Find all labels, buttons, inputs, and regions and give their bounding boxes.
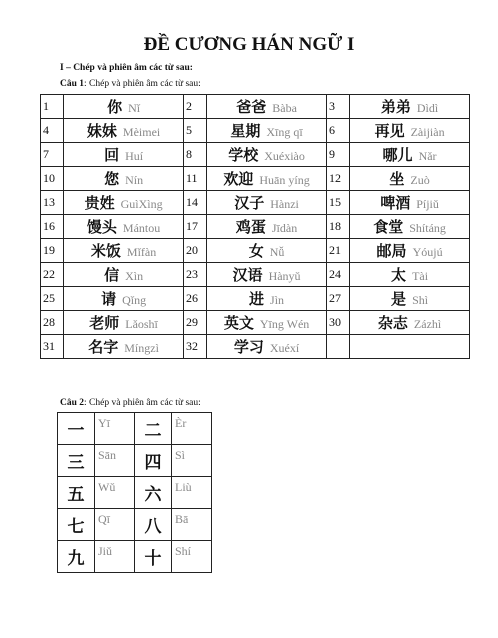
- hanzi-text: 爸爸: [236, 98, 267, 116]
- hanzi-text: 汉语: [232, 266, 263, 284]
- entry-number: 32: [183, 335, 206, 359]
- pinyin-text: Mántou: [122, 221, 161, 235]
- entry-number: 3: [326, 95, 349, 119]
- entry-word: [350, 263, 470, 287]
- question-2-heading: [60, 398, 201, 408]
- hanzi-text: 弟弟: [380, 98, 411, 116]
- hanzi-text: 妹妹: [86, 122, 117, 140]
- entry-word: [350, 335, 470, 359]
- hanzi-text: 鸡蛋: [235, 218, 266, 236]
- pinyin-text: Yīng Wén: [259, 317, 310, 331]
- pinyin-text: Jìn: [270, 293, 285, 307]
- entry-word: [207, 119, 327, 143]
- entry-number: 11: [183, 167, 206, 191]
- entry-number: 6: [326, 119, 349, 143]
- entry-word: [207, 95, 327, 119]
- entry-word: [64, 311, 184, 335]
- entry-word: [350, 311, 470, 335]
- entry-word: [207, 263, 327, 287]
- number-pinyin: Shí: [172, 541, 212, 573]
- table-row: [41, 119, 470, 143]
- pinyin-text: Nǎr: [418, 149, 437, 163]
- number-pinyin: Èr: [172, 413, 212, 445]
- entry-number: 13: [41, 191, 64, 215]
- hanzi-text: 学校: [228, 146, 259, 164]
- entry-number: [326, 335, 349, 359]
- entry-word: [207, 215, 327, 239]
- entry-word: [350, 95, 470, 119]
- number-hanzi-cell: [58, 541, 95, 573]
- number-hanzi-cell: [135, 509, 172, 541]
- entry-word: [207, 311, 327, 335]
- entry-word: [350, 167, 470, 191]
- entry-word: [350, 287, 470, 311]
- pinyin-text: Míngzì: [124, 341, 159, 355]
- pinyin-text: Qǐng: [122, 293, 147, 307]
- hanzi-text: 邮局: [376, 242, 407, 260]
- number-hanzi: 四: [144, 453, 162, 473]
- number-pinyin: Sān: [95, 445, 135, 477]
- entry-number: 9: [326, 143, 349, 167]
- hanzi-text: 女: [248, 242, 264, 260]
- number-hanzi-cell: [58, 445, 95, 477]
- entry-number: 25: [41, 287, 64, 311]
- entry-number: 24: [326, 263, 349, 287]
- pinyin-text: GuìXìng: [120, 197, 163, 211]
- question-1-heading: [60, 79, 201, 89]
- entry-word: [350, 143, 470, 167]
- entry-number: 5: [183, 119, 206, 143]
- number-hanzi: 三: [67, 453, 85, 473]
- entry-word: [64, 143, 184, 167]
- table-row: [41, 335, 470, 359]
- question-1-label: Câu 1: [60, 79, 85, 89]
- number-hanzi: 一: [67, 421, 85, 441]
- number-hanzi-cell: [135, 445, 172, 477]
- hanzi-text: 太: [391, 266, 407, 284]
- pinyin-text: Mǐfàn: [126, 245, 157, 259]
- hanzi-text: 回: [104, 146, 120, 164]
- vocabulary-table: [40, 94, 470, 359]
- entry-number: 23: [183, 263, 206, 287]
- pinyin-text: Zuò: [410, 173, 430, 187]
- hanzi-text: 贵姓: [84, 194, 115, 212]
- entry-number: 29: [183, 311, 206, 335]
- hanzi-text: 你: [107, 98, 123, 116]
- pinyin-text: Zázhì: [413, 317, 442, 331]
- entry-word: [64, 215, 184, 239]
- entry-word: [64, 239, 184, 263]
- table-row: [41, 263, 470, 287]
- pinyin-text: Píjiǔ: [416, 197, 439, 211]
- number-pinyin: Jiǔ: [95, 541, 135, 573]
- number-pinyin: Bā: [172, 509, 212, 541]
- hanzi-text: 信: [104, 266, 120, 284]
- table-row: [41, 215, 470, 239]
- question-2-text: : Chép và phiên âm các từ sau:: [84, 398, 201, 408]
- question-1-text: : Chép và phiên âm các từ sau:: [84, 79, 201, 89]
- entry-number: 1: [41, 95, 64, 119]
- table-row: [58, 541, 212, 573]
- pinyin-text: Nín: [125, 173, 144, 187]
- entry-word: [207, 335, 327, 359]
- entry-number: 30: [326, 311, 349, 335]
- pinyin-text: Shì: [412, 293, 429, 307]
- number-pinyin: Qī: [95, 509, 135, 541]
- entry-number: 7: [41, 143, 64, 167]
- entry-word: [350, 119, 470, 143]
- entry-word: [64, 287, 184, 311]
- number-hanzi-cell: [58, 509, 95, 541]
- entry-number: 16: [41, 215, 64, 239]
- hanzi-text: 汉子: [234, 194, 265, 212]
- pinyin-text: Lǎoshī: [125, 317, 158, 331]
- hanzi-text: 老师: [89, 314, 120, 332]
- table-row: [58, 445, 212, 477]
- number-hanzi: 六: [144, 485, 162, 505]
- pinyin-text: Tài: [412, 269, 429, 283]
- pinyin-text: Hànyǔ: [268, 269, 301, 283]
- section-heading: I – Chép và phiên âm các từ sau:: [60, 63, 193, 73]
- pinyin-text: Hànzi: [270, 197, 299, 211]
- entry-number: 14: [183, 191, 206, 215]
- pinyin-text: Huí: [125, 149, 144, 163]
- pinyin-text: Shítáng: [409, 221, 446, 235]
- number-pinyin: Liù: [172, 477, 212, 509]
- table-row: [58, 413, 212, 445]
- pinyin-text: Xuéxiào: [264, 149, 305, 163]
- entry-number: 10: [41, 167, 64, 191]
- entry-word: [207, 191, 327, 215]
- hanzi-text: 英文: [223, 314, 254, 332]
- entry-word: [207, 287, 327, 311]
- hanzi-text: 欢迎: [223, 170, 254, 188]
- entry-word: [207, 239, 327, 263]
- entry-word: [64, 263, 184, 287]
- entry-word: [350, 239, 470, 263]
- number-hanzi-cell: [135, 541, 172, 573]
- hanzi-text: 请: [101, 290, 117, 308]
- entry-number: 22: [41, 263, 64, 287]
- number-hanzi-cell: [58, 477, 95, 509]
- table-row: [41, 95, 470, 119]
- table-row: [41, 287, 470, 311]
- entry-number: 28: [41, 311, 64, 335]
- entry-number: 31: [41, 335, 64, 359]
- entry-number: 19: [41, 239, 64, 263]
- hanzi-text: 名字: [88, 338, 119, 356]
- pinyin-text: Xuéxí: [269, 341, 300, 355]
- hanzi-text: 坐: [389, 170, 405, 188]
- pinyin-text: Dìdì: [416, 101, 439, 115]
- hanzi-text: 进: [249, 290, 265, 308]
- number-pinyin: Sì: [172, 445, 212, 477]
- number-hanzi: 二: [144, 421, 162, 441]
- table-row: [41, 311, 470, 335]
- hanzi-text: 是: [391, 290, 407, 308]
- table-row: [41, 143, 470, 167]
- pinyin-text: Bàba: [272, 101, 297, 115]
- entry-number: 20: [183, 239, 206, 263]
- entry-word: [350, 191, 470, 215]
- number-hanzi-cell: [58, 413, 95, 445]
- number-hanzi: 五: [67, 485, 85, 505]
- entry-number: 12: [326, 167, 349, 191]
- pinyin-text: Xīng qī: [266, 125, 303, 139]
- pinyin-text: Huān yíng: [259, 173, 310, 187]
- entry-word: [64, 191, 184, 215]
- hanzi-text: 哪儿: [382, 146, 413, 164]
- table-row: [41, 167, 470, 191]
- entry-number: 2: [183, 95, 206, 119]
- hanzi-text: 食堂: [373, 218, 404, 236]
- number-hanzi-cell: [135, 477, 172, 509]
- hanzi-text: 啤酒: [380, 194, 411, 212]
- hanzi-text: 星期: [230, 122, 261, 140]
- entry-number: 8: [183, 143, 206, 167]
- number-hanzi: 八: [144, 517, 162, 537]
- entry-word: [64, 167, 184, 191]
- entry-number: 27: [326, 287, 349, 311]
- entry-word: [64, 335, 184, 359]
- hanzi-text: 米饭: [90, 242, 121, 260]
- document-title: ĐỀ CƯƠNG HÁN NGỮ I: [143, 34, 355, 55]
- pinyin-text: Zàijiàn: [410, 125, 445, 139]
- entry-number: 15: [326, 191, 349, 215]
- entry-word: [64, 95, 184, 119]
- hanzi-text: 馒头: [86, 218, 117, 236]
- number-pinyin: Wǔ: [95, 477, 135, 509]
- question-2-label: Câu 2: [60, 398, 85, 408]
- hanzi-text: 杂志: [377, 314, 408, 332]
- number-hanzi: 七: [67, 517, 85, 537]
- entry-number: 17: [183, 215, 206, 239]
- table-row: [58, 477, 212, 509]
- hanzi-text: 再见: [374, 122, 405, 140]
- pinyin-text: Nǚ: [269, 245, 285, 259]
- pinyin-text: Mèimei: [122, 125, 161, 139]
- pinyin-text: Nǐ: [128, 101, 141, 115]
- table-row: [41, 191, 470, 215]
- pinyin-text: Jīdàn: [271, 221, 298, 235]
- hanzi-text: 您: [104, 170, 120, 188]
- number-hanzi-cell: [135, 413, 172, 445]
- entry-word: [207, 143, 327, 167]
- number-pinyin: Yī: [95, 413, 135, 445]
- number-hanzi: 九: [67, 549, 85, 569]
- hanzi-text: 学习: [233, 338, 264, 356]
- numbers-table: [57, 412, 212, 573]
- number-hanzi: 十: [144, 549, 162, 569]
- table-row: [58, 509, 212, 541]
- entry-word: [207, 167, 327, 191]
- entry-number: 4: [41, 119, 64, 143]
- entry-word: [64, 119, 184, 143]
- entry-number: 18: [326, 215, 349, 239]
- entry-number: 21: [326, 239, 349, 263]
- table-row: [41, 239, 470, 263]
- entry-word: [350, 215, 470, 239]
- pinyin-text: Yóujú: [412, 245, 443, 259]
- entry-number: 26: [183, 287, 206, 311]
- pinyin-text: Xìn: [125, 269, 144, 283]
